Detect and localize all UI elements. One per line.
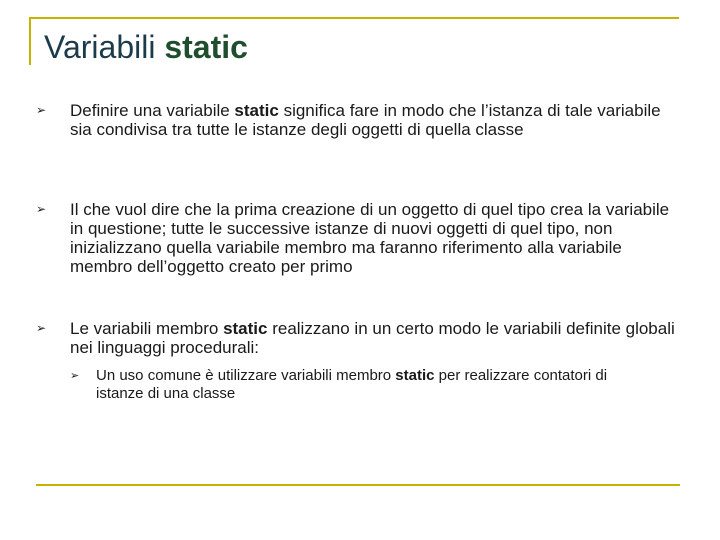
bottom-rule [36,484,680,486]
left-rule [29,17,31,65]
bullet-keyword: static [223,319,268,338]
arrowhead-bullet-icon: ➢ [36,321,47,335]
bullet-text-part: realizzano in un certo modo le variabili definite globali nei linguaggi procedurali: [70,319,675,357]
bullet-item [36,319,680,357]
bullet-keyword: static [234,101,279,120]
title-keyword: static [164,29,248,65]
title-prefix: Variabili [44,29,165,65]
bullet-keyword: static [395,367,435,384]
bullet-text-part: Le variabili membro [70,319,224,338]
sub-bullet-item [70,367,656,403]
bullet-text-part: per realizzare contatori di istanze di una classe [96,367,608,402]
top-rule [29,17,679,19]
sub-bullet-text [96,367,656,403]
bullet-text-part: Un uso comune è utilizzare variabili membro [96,367,396,384]
bullet-text-part: Definire una variabile [70,101,235,120]
bullet-text-part: significa fare in modo che l’istanza di tale variabile sia condivisa tra tutte le istanze degli oggetti di quella classe [70,101,661,139]
bullet-item [36,101,680,139]
arrowhead-bullet-icon: ➢ [36,103,47,117]
slide-title [44,27,248,67]
arrowhead-bullet-icon: ➢ [36,202,47,216]
arrowhead-bullet-icon: ➢ [70,369,80,382]
bullet-text: Il che vuol dire che la prima creazione di un oggetto di quel tipo crea la variabile in questione; tutte le successive istanze di nuovi oggetti di quel tipo, non inizializzano quella variabile membro ma faranno riferimento alla variabile membro dell’oggetto creato per primo [70,200,670,276]
bullet-text [70,319,680,357]
bullet-text [70,101,680,139]
bullet-item [36,200,680,276]
